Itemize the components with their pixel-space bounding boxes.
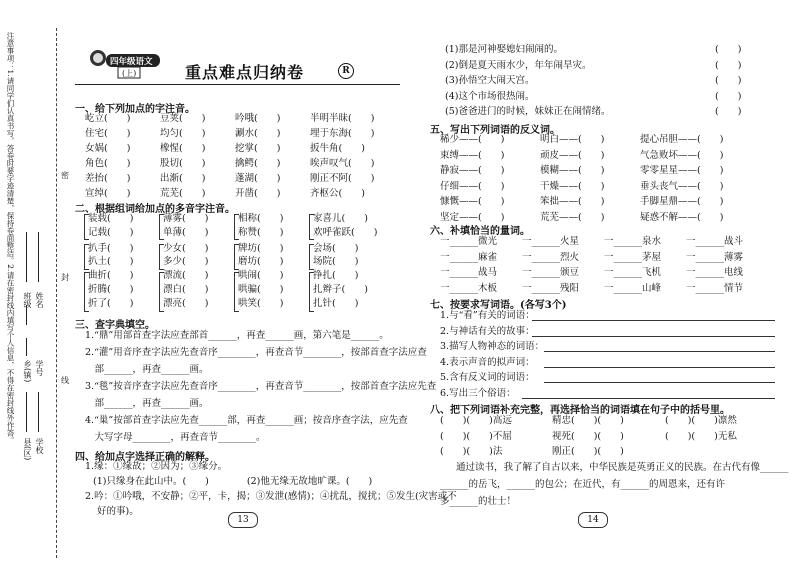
s2-item: 扎辫子( ) xyxy=(313,284,368,295)
registered-mark: R xyxy=(338,63,354,79)
s6-item: 一______山峰 xyxy=(604,282,662,294)
s6-item: 一______颁豆 xyxy=(522,267,580,278)
s6-item: 一______火星 xyxy=(522,236,580,247)
s2-row xyxy=(88,284,408,298)
s1-item: 差抬( ) xyxy=(85,173,131,184)
seal-label-feng: 封 xyxy=(61,273,69,282)
s2-row xyxy=(88,227,408,243)
s3-line: 2.“灌”用音序查字法应先查音序________，再查音节________，按部首查字法应查 xyxy=(85,347,427,358)
s8-row xyxy=(440,446,775,462)
answer-paren: ( ) xyxy=(715,90,742,102)
s1-row xyxy=(85,113,405,128)
s1-item: 吟哦( ) xyxy=(235,113,281,124)
title-rule xyxy=(75,84,400,85)
s6-item: 一______情节 xyxy=(686,282,744,294)
s2-item: 扒手( ) xyxy=(88,242,134,254)
s4-line: 1.缘：①缘故；②因为；③缘分。 xyxy=(85,461,228,472)
s1-item: 开凿( ) xyxy=(235,188,281,199)
s7-answer-line[interactable] xyxy=(522,398,775,399)
s5-item: 垂头丧气——( ) xyxy=(640,180,724,192)
binding-margin xyxy=(0,0,69,580)
s1-row xyxy=(85,128,405,143)
page-number-left: 13 xyxy=(228,512,258,528)
s7-line xyxy=(440,341,775,357)
field-name-label: 姓名 xyxy=(35,292,44,308)
badge-text: 四年级语文 xyxy=(110,57,153,67)
s2-item: 曲折( ) xyxy=(88,270,134,281)
s1-item: 屹立( ) xyxy=(85,113,131,124)
s6-item: 一______泉水 xyxy=(604,236,662,247)
s5-item: 手脚星鼎——( ) xyxy=(640,196,724,207)
s7-prompt: 1.与“看”有关的词语： xyxy=(440,310,535,321)
s5-item: 坚定——( ) xyxy=(440,211,505,223)
s2-item: 场院( ) xyxy=(313,256,359,267)
s1-item: 出渐( ) xyxy=(160,173,206,184)
badge-sub: (上) xyxy=(122,69,137,78)
field-county-line[interactable] xyxy=(26,392,27,432)
field-town-label: 乡(镇) xyxy=(23,360,32,383)
s5-row xyxy=(440,196,770,212)
section-2-title: 二、根据组词给加点的多音字注音。 xyxy=(75,204,235,215)
s4c-line xyxy=(445,106,765,122)
field-town-line[interactable] xyxy=(26,338,27,356)
s2-row xyxy=(88,243,408,257)
s8-para-line: 通过读书，我了解了自古以来，中华民族是英勇正义的民族。在古代有像______ xyxy=(456,462,789,473)
s4-line: 2.吟：①吟哦，不安静；②平，卡，揭；③发泄(感情)；④扰乱，搅扰；⑤发生(灾害或不 xyxy=(85,491,457,502)
field-name-line[interactable] xyxy=(38,232,39,282)
s7-answer-line[interactable] xyxy=(544,351,775,352)
s6-item: 一______麻雀 xyxy=(440,251,498,263)
section-7-title: 七、按要求写词语。(各写3个) xyxy=(430,300,567,311)
answer-paren: ( ) xyxy=(715,106,742,117)
s8-item: ( )( )高远 xyxy=(440,415,512,426)
answer-paren: ( ) xyxy=(715,44,742,55)
s6-row xyxy=(440,236,780,252)
grade-badge xyxy=(88,46,164,76)
s1-item: 均匀( ) xyxy=(160,128,206,139)
s1-item: 宣绰( ) xyxy=(85,188,131,199)
page-title: 重点难点归纳卷 xyxy=(185,63,305,82)
answer-paren: ( ) xyxy=(715,59,742,71)
s4c-text: (5)爸爸进门的时候，妹妹正在闹情绪。 xyxy=(445,106,611,117)
s8-item: ( )( )法 xyxy=(440,446,503,457)
section-7-list xyxy=(440,310,775,403)
s5-row xyxy=(440,181,770,197)
section-6-title: 六、补填恰当的量词。 xyxy=(430,226,530,237)
s7-prompt: 5.含有反义词的词语： xyxy=(440,372,535,383)
s5-item: 提心吊胆——( ) xyxy=(640,134,724,145)
s2-item: 扎针( ) xyxy=(313,298,359,309)
s2-item: 磨坊( ) xyxy=(238,256,284,267)
s1-item: 埋于东海( ) xyxy=(310,128,375,139)
s8-para-line: 多______的壮士！ xyxy=(440,496,517,507)
s2-item: 装载( ) xyxy=(88,213,134,224)
s4c-text: (3)孙悟空大闹天宫。 xyxy=(445,75,535,86)
s8-row xyxy=(440,431,775,447)
s3-line: 3.“毯”按音序查字法应先查音序________，再查音节________，按部首查字法应先查 xyxy=(85,381,437,392)
s4-line: (1)只缘身在此山中。( ) (2)他无缘无故地旷课。( ) xyxy=(93,476,373,487)
s1-item: 橡惺( ) xyxy=(160,143,206,154)
s5-row xyxy=(440,134,770,150)
s2-item: 牌坊( ) xyxy=(238,242,284,254)
s6-row xyxy=(440,252,780,268)
s1-item: 擒鳄( ) xyxy=(235,158,281,169)
s5-item: 慷慨——( ) xyxy=(440,196,505,207)
s3-line: 部______，再查______画。 xyxy=(85,398,209,409)
s6-item: 一______飞机 xyxy=(604,267,662,278)
page-number-right: 14 xyxy=(578,512,608,528)
s3-line: 大写字母________，再查音节________。 xyxy=(85,432,266,443)
s6-item: 一______茅屋 xyxy=(604,251,662,263)
binding-notice: 注意事项：1.请同学们认真书写，答卷时要字迹清楚，保持卷面整洁。2.请在密封线内填写个人信息，不得在密封线外作答。 xyxy=(6,32,15,444)
s1-row xyxy=(85,158,405,173)
s6-item: 一______战斗 xyxy=(686,236,744,247)
s2-item: 漂亮( ) xyxy=(163,298,209,309)
s5-item: 仔细——( ) xyxy=(440,180,505,192)
section-5-title: 五、写出下列词语的反义词。 xyxy=(430,125,560,136)
s4c-line xyxy=(445,75,765,91)
s2-item: 欢呼雀跃( ) xyxy=(313,226,378,238)
section-3-list xyxy=(85,330,436,449)
field-county-label: 县(区) xyxy=(23,438,32,461)
s1-item: 涮水( ) xyxy=(235,128,281,139)
s2-row xyxy=(88,270,408,284)
s5-item: 干燥——( ) xyxy=(540,180,605,192)
s5-item: 顽皮——( ) xyxy=(540,149,605,161)
s8-item: ( )( )凛然 xyxy=(665,415,737,426)
s4c-text: (1)那是河神娶媳妇闹闹的。 xyxy=(445,44,563,55)
s1-item: 女娲( ) xyxy=(85,143,131,154)
section-5-grid xyxy=(440,134,770,227)
s6-item: 一______残阳 xyxy=(522,282,580,294)
s5-item: 笨拙——( ) xyxy=(540,196,605,207)
s1-item: 挖掌( ) xyxy=(235,143,281,154)
s7-answer-line[interactable] xyxy=(544,367,775,368)
s5-item: 荒芜——( ) xyxy=(540,211,605,223)
s7-line xyxy=(440,326,775,342)
field-class-label: 班级 xyxy=(23,292,32,308)
field-school-line[interactable] xyxy=(38,392,39,432)
field-school-label: 学校 xyxy=(35,438,44,454)
s3-line: 部______，再查______画。 xyxy=(85,364,209,375)
s2-item: 薄雾( ) xyxy=(163,213,209,224)
s6-item: 一______木板 xyxy=(440,282,498,294)
s5-item: 静寂——( ) xyxy=(440,165,505,176)
s7-answer-line[interactable] xyxy=(532,320,775,321)
section-1-grid xyxy=(85,113,405,203)
s5-row xyxy=(440,150,770,166)
s5-item: 明白——( ) xyxy=(540,134,605,145)
s2-item: 家喜儿( ) xyxy=(313,213,368,224)
s2-item: 扒土( ) xyxy=(88,256,134,267)
s1-item: 住宅( ) xyxy=(85,128,131,139)
s1-item: 荒芜( ) xyxy=(160,188,206,199)
s2-item: 单薄( ) xyxy=(163,226,209,238)
s2-item: 会场( ) xyxy=(313,242,359,254)
s2-row xyxy=(88,256,408,270)
section-8-paragraph xyxy=(440,462,789,513)
s2-item: 记载( ) xyxy=(88,226,134,238)
s2-item: 哄闹( ) xyxy=(238,270,284,281)
s2-item: 多少( ) xyxy=(163,256,209,267)
s8-item: 刚正( )( ) xyxy=(552,446,624,457)
s4c-text: (2)倒是夏天雨水少，年年闹旱灾。 xyxy=(445,59,592,71)
s8-para-line: ______的岳飞，______的包公；在近代，有______的周恩来，还有许 xyxy=(440,479,726,490)
seal-label-xian: 线 xyxy=(61,376,69,385)
s2-item: 称赞( ) xyxy=(238,226,284,238)
s7-answer-line[interactable] xyxy=(532,336,775,337)
section-1-title: 一、给下列加点的字注音。 xyxy=(75,104,195,115)
s4c-line xyxy=(445,44,765,60)
seal-line xyxy=(56,28,57,558)
s2-item: 挣扎( ) xyxy=(313,270,359,281)
s2-item: 漂白( ) xyxy=(163,284,209,295)
s7-line xyxy=(440,372,775,388)
s4c-line xyxy=(445,91,765,107)
s3-line: 4.“巢”按部首查字法应先查______部，再查______画；按音序查字法，应先查 xyxy=(85,415,408,426)
s2-item: 折了( ) xyxy=(88,298,134,309)
s5-item: 稀少——( ) xyxy=(440,134,505,145)
section-4-title: 四、给加点字选择正确的解释。 xyxy=(75,452,215,463)
s1-item: 角色( ) xyxy=(85,158,131,169)
s1-item: 齐枢公( ) xyxy=(310,188,365,199)
s6-row xyxy=(440,267,780,283)
section-2-grid xyxy=(88,213,408,312)
s5-item: 疑惑不解——( ) xyxy=(640,211,724,223)
s5-item: 模糊——( ) xyxy=(540,165,605,176)
s6-item: 一______战马 xyxy=(440,267,498,278)
s5-item: 气急败坏——( ) xyxy=(640,149,724,161)
s1-item: 股切( ) xyxy=(160,158,206,169)
s4-line: 好的事)。 xyxy=(97,506,139,517)
s1-row xyxy=(85,143,405,158)
section-4-continued xyxy=(445,44,765,122)
s2-item: 哄骗( ) xyxy=(238,284,284,295)
section-8-words xyxy=(440,415,775,462)
s7-answer-line[interactable] xyxy=(544,382,775,383)
field-class-line-b[interactable] xyxy=(26,305,27,325)
s5-item: 零零星星——( ) xyxy=(640,165,724,176)
s2-item: 哄笑( ) xyxy=(238,298,284,309)
s7-prompt: 6.写出三个俗语： xyxy=(440,387,516,399)
s8-row xyxy=(440,415,775,431)
s4c-line xyxy=(445,60,765,76)
s1-item: 唉声叹气( ) xyxy=(310,158,375,169)
s4c-text: (4)这个市场很热闹。 xyxy=(445,90,535,102)
s1-item: 豆荚( ) xyxy=(160,113,206,124)
s1-item: 刚正不阿( ) xyxy=(310,173,375,184)
s6-item: 一______微光 xyxy=(440,236,498,247)
s7-prompt: 3.描写人物神态的词语： xyxy=(440,341,545,352)
s2-row xyxy=(88,298,408,312)
field-class-line[interactable] xyxy=(26,232,27,282)
section-3-title: 三、查字典填空。 xyxy=(75,320,155,331)
s1-item: 半明半昧( ) xyxy=(310,113,375,124)
s1-row xyxy=(85,173,405,188)
field-number-label: 学号 xyxy=(35,360,44,376)
section-6-grid xyxy=(440,236,780,298)
answer-paren: ( ) xyxy=(715,75,742,86)
s3-line: 1.“鼎”用部首查字法应查部首______，再查______画，第六笔是______。 xyxy=(85,330,389,341)
section-8-title: 八、把下列词语补充完整，再选择恰当的词语填在句子中的括号里。 xyxy=(430,405,730,416)
s7-line xyxy=(440,310,775,326)
s6-item: 一______薄雾 xyxy=(686,251,744,263)
s7-prompt: 4.表示声音的拟声词： xyxy=(440,356,535,368)
s7-prompt: 2.与神话有关的故事： xyxy=(440,325,535,337)
s2-item: 漂流( ) xyxy=(163,270,209,281)
s5-row xyxy=(440,165,770,181)
s8-item: ( )( )无私 xyxy=(665,430,737,442)
s8-item: ( )( )不屈 xyxy=(440,430,512,442)
s2-row xyxy=(88,213,408,227)
s2-item: 折腾( ) xyxy=(88,284,134,295)
s8-item: 视死( )( ) xyxy=(552,430,624,442)
s6-item: 一______电线 xyxy=(686,267,744,278)
s1-item: 扳牛角( ) xyxy=(310,143,365,154)
seal-label-mi: 密 xyxy=(61,171,69,180)
s7-line xyxy=(440,357,775,373)
s2-item: 相称( ) xyxy=(238,213,284,224)
section-4-list xyxy=(85,461,457,521)
s5-item: 束缚——( ) xyxy=(440,149,505,161)
s2-item: 少女( ) xyxy=(163,242,209,254)
s6-item: 一______烈火 xyxy=(522,251,580,263)
s8-item: 精忠( )( ) xyxy=(552,415,624,426)
s1-item: 蓬湖( ) xyxy=(235,173,281,184)
